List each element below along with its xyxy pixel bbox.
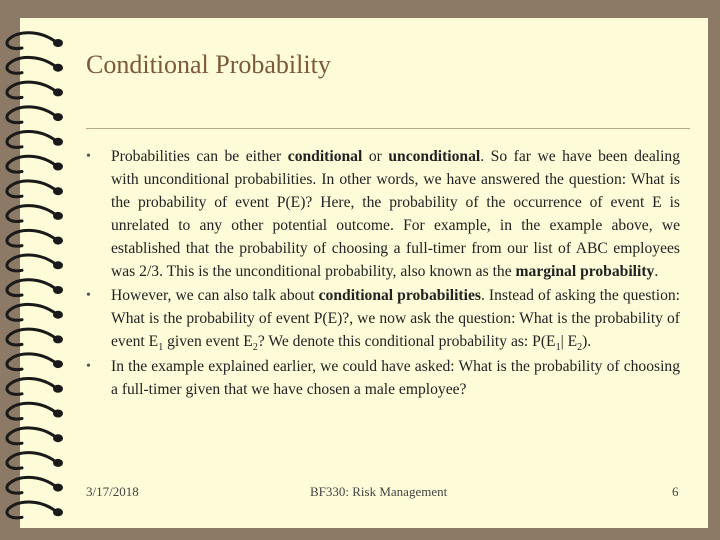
bullet-text: In the example explained earlier, we could have asked: What is the probability of choosing a full-timer given that we have chosen a male employee?: [111, 358, 680, 399]
binder-ring-icon: [7, 428, 63, 444]
subscript: 2: [252, 342, 258, 354]
title-divider: [86, 128, 690, 129]
binder-ring-icon: [7, 329, 63, 345]
binder-ring-icon: [7, 82, 63, 98]
spiral-binding-icon: [0, 0, 80, 540]
bullet-text: .: [654, 262, 659, 280]
binder-ring-icon: [7, 502, 63, 518]
binder-ring-icon: [7, 280, 63, 296]
bullet-text: | E: [560, 333, 578, 351]
bullet-text: or: [362, 148, 389, 165]
bullet-marker: •: [86, 359, 91, 375]
subscript: 2: [577, 342, 583, 354]
binder-ring-icon: [7, 107, 63, 123]
binder-ring-icon: [7, 206, 63, 222]
binder-ring-icon: [7, 354, 63, 370]
bullet-text: given event E: [163, 333, 253, 351]
bullet-item-1: [86, 146, 680, 283]
bullet-text: However, we can also talk about: [111, 287, 319, 305]
binder-ring-icon: [7, 57, 63, 73]
binder-ring-icon: [7, 403, 63, 419]
binder-ring-icon: [7, 255, 63, 271]
footer-title: BF330: Risk Management: [310, 484, 448, 499]
binder-ring-icon: [7, 453, 63, 469]
binder-ring-icon: [7, 230, 63, 246]
subscript: 1: [158, 342, 164, 354]
bullet-list: [86, 146, 680, 404]
bullet-item-3: [86, 356, 680, 402]
footer-page-number: 6: [672, 484, 679, 499]
binder-ring-icon: [7, 132, 63, 148]
slide-title: Conditional Probability: [86, 50, 331, 79]
bullet-text: ).: [582, 333, 592, 351]
binder-ring-icon: [7, 379, 63, 395]
binder-ring-icon: [7, 181, 63, 197]
bold-term: unconditional: [388, 148, 481, 165]
bold-term: marginal probability: [515, 262, 655, 280]
bullet-marker: •: [86, 149, 91, 164]
bullet-marker: •: [86, 288, 91, 304]
bullet-item-2: [86, 285, 680, 354]
bullet-text: ? We denote this conditional probability as: P(E: [257, 333, 556, 351]
binder-ring-icon: [7, 156, 63, 172]
footer-date: 3/17/2018: [86, 484, 139, 499]
bullet-text: . Instead of asking the question: What is the probability of event P(E)?, we now ask the question: What is the probability of event E: [111, 287, 680, 351]
binder-ring-icon: [7, 33, 63, 49]
binder-ring-icon: [7, 477, 63, 493]
bullet-text: Probabilities can be either: [111, 148, 288, 165]
bold-term: conditional: [287, 148, 363, 165]
binder-ring-icon: [7, 304, 63, 320]
bold-term: conditional probabilities: [318, 287, 481, 305]
subscript: 1: [555, 342, 561, 354]
bullet-text: . So far we have been dealing with unconditional probabilities. In other words, we have answered the question: What is the probability of event P(E)? Here, the probability of the occurrence of event E is unrelated to any other potential outcome. For example, in the example above, we established that the probability of choosing a full-timer from our list of ABC employees was 2/3. This is the unconditional probability, also known as the: [111, 148, 680, 280]
